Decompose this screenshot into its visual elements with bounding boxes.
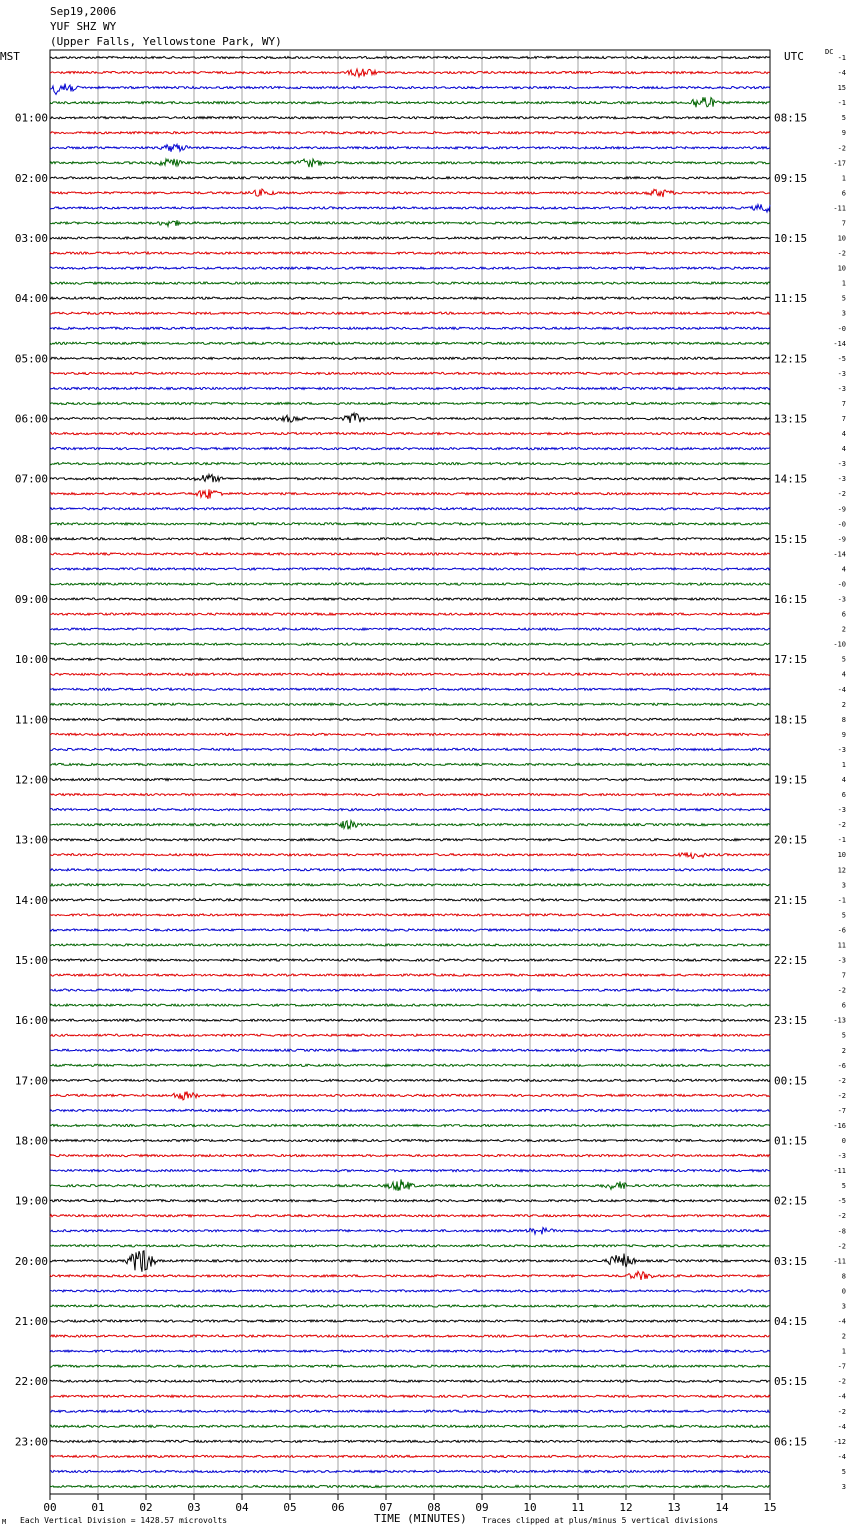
dc-offset-label: -16 [833, 1121, 846, 1130]
dc-offset-label: 12 [837, 866, 846, 875]
right-hour-label: 04:15 [774, 1315, 808, 1329]
dc-offset-label: -2 [837, 986, 846, 995]
trace-row [50, 1019, 770, 1021]
right-hour-label: 01:15 [774, 1134, 808, 1148]
trace-row [50, 778, 770, 780]
trace-row [50, 220, 770, 226]
right-hour-label: 21:15 [774, 893, 808, 907]
dc-offset-label: -6 [837, 926, 846, 935]
trace-row [50, 1170, 770, 1172]
trace-row [50, 1395, 770, 1397]
dc-offset-label: 11 [837, 941, 846, 950]
dc-offset-label: 6 [841, 189, 846, 198]
trace-row [50, 432, 770, 434]
dc-offset-label: 2 [841, 700, 846, 709]
dc-offset-label: -0 [837, 324, 846, 333]
right-hour-label: 23:15 [774, 1014, 808, 1028]
x-tick-label: 04 [235, 1501, 249, 1514]
trace-row [50, 869, 770, 871]
dc-offset-label: 10 [837, 851, 846, 860]
left-hour-label: 07:00 [14, 472, 48, 486]
trace-row [50, 177, 770, 179]
left-hour-label: 06:00 [14, 412, 48, 426]
trace-row [50, 237, 770, 239]
dc-offset-label: -1 [837, 896, 846, 905]
trace-row [50, 1305, 770, 1307]
right-hour-label: 17:15 [774, 653, 808, 667]
trace-row [50, 84, 770, 95]
trace-row [50, 1215, 770, 1217]
right-hour-label: 08:15 [774, 111, 808, 125]
trace-row [50, 402, 770, 404]
x-tick-label: 06 [331, 1501, 345, 1514]
dc-offset-label: -9 [837, 535, 846, 544]
left-hour-label: 09:00 [14, 593, 48, 607]
dc-offset-label: -11 [833, 204, 846, 213]
dc-offset-label: -12 [833, 1437, 846, 1446]
x-tick-label: 02 [139, 1501, 153, 1514]
trace-row [50, 508, 770, 510]
dc-offset-label: 2 [841, 1046, 846, 1055]
dc-offset-label: 5 [841, 294, 846, 303]
trace-row [50, 628, 770, 630]
dc-offset-label: 3 [841, 1482, 846, 1491]
right-hour-label: 18:15 [774, 713, 808, 727]
dc-offset-label: 3 [841, 881, 846, 890]
x-tick-label: 15 [763, 1501, 777, 1514]
x-tick-label: 03 [187, 1501, 201, 1514]
dc-offset-label: 7 [841, 219, 846, 228]
trace-row [50, 448, 770, 450]
trace-row [50, 809, 770, 811]
x-tick-label: 05 [283, 1501, 297, 1514]
dc-offset-label: 4 [841, 565, 846, 574]
dc-offset-label: -14 [833, 339, 846, 348]
trace-row [50, 944, 770, 946]
dc-offset-label: 7 [841, 971, 846, 980]
dc-offset-label: -5 [837, 1197, 846, 1206]
dc-offset-label: -4 [837, 1317, 846, 1326]
left-hour-label: 04:00 [14, 292, 48, 306]
left-hour-label: 10:00 [14, 653, 48, 667]
dc-offset-label: -2 [837, 1212, 846, 1221]
right-hour-label: 15:15 [774, 532, 808, 546]
dc-offset-label: 0 [841, 1137, 846, 1146]
dc-offset-label: -0 [837, 520, 846, 529]
trace-row [50, 583, 770, 585]
trace-row [50, 793, 770, 795]
dc-offset-label: 4 [841, 776, 846, 785]
dc-offset-label: -9 [837, 505, 846, 514]
trace-row [50, 1365, 770, 1367]
dc-offset-label: -2 [837, 1076, 846, 1085]
dc-offset-label: 5 [841, 1182, 846, 1191]
trace-row [50, 1245, 770, 1247]
station-location: (Upper Falls, Yellowstone Park, WY) [50, 35, 282, 48]
left-hour-label: 13:00 [14, 833, 48, 847]
dc-offset-label: -4 [837, 1422, 846, 1431]
right-hour-label: 02:15 [774, 1194, 808, 1208]
dc-offset-label: 6 [841, 791, 846, 800]
dc-offset-label: -3 [837, 460, 846, 469]
left-hour-label: 15:00 [14, 954, 48, 968]
right-hour-label: 10:15 [774, 232, 808, 246]
trace-row [50, 1139, 770, 1141]
dc-offset-label: 10 [837, 264, 846, 273]
trace-row [50, 1290, 770, 1292]
right-hour-label: 20:15 [774, 833, 808, 847]
trace-row [50, 159, 770, 167]
trace-row [50, 463, 770, 465]
trace-row [50, 1179, 770, 1190]
x-tick-label: 13 [667, 1501, 681, 1514]
dc-offset-label: -3 [837, 595, 846, 604]
scale-note: Each Vertical Division = 1428.57 microvolts [20, 1516, 228, 1525]
trace-row [50, 1470, 770, 1472]
dc-offset-label: 1 [841, 760, 846, 769]
x-tick-label: 07 [379, 1501, 393, 1514]
trace-row [50, 189, 770, 197]
trace-row [50, 658, 770, 660]
dc-offset-label: -3 [837, 1152, 846, 1161]
dc-offset-label: 10 [837, 234, 846, 243]
right-hour-label: 03:15 [774, 1254, 808, 1268]
plot-frame [50, 50, 770, 1494]
left-hour-label: 19:00 [14, 1194, 48, 1208]
right-hour-label: 00:15 [774, 1074, 808, 1088]
trace-row [50, 718, 770, 720]
dc-offset-label: -1 [837, 836, 846, 845]
dc-offset-label: -6 [837, 1061, 846, 1070]
trace-row [50, 56, 770, 58]
trace-row [50, 643, 770, 645]
trace-row [50, 282, 770, 284]
right-timezone-label: UTC [784, 50, 804, 63]
trace-row [50, 1079, 770, 1081]
trace-row [50, 413, 770, 423]
dc-offset-label: -14 [833, 550, 846, 559]
dc-offset-label: 5 [841, 911, 846, 920]
trace-row [50, 1410, 770, 1412]
dc-offset-label: -3 [837, 745, 846, 754]
trace-row [50, 613, 770, 615]
trace-row [50, 1154, 770, 1156]
dc-offset-label: -4 [837, 685, 846, 694]
trace-row [50, 538, 770, 540]
dc-offset-label: 4 [841, 445, 846, 454]
dc-offset-label: -2 [837, 144, 846, 153]
trace-row [50, 252, 770, 254]
trace-row [50, 1335, 770, 1337]
dc-offset-label: -17 [833, 159, 846, 168]
trace-row [50, 839, 770, 841]
trace-row [50, 884, 770, 886]
trace-layer [50, 56, 770, 1487]
dc-offset-label: 6 [841, 1001, 846, 1010]
x-tick-label: 11 [571, 1501, 585, 1514]
left-hour-label: 22:00 [14, 1375, 48, 1389]
dc-offset-label: 3 [841, 1302, 846, 1311]
right-hour-label: 11:15 [774, 292, 808, 306]
dc-offset-label: -2 [837, 490, 846, 499]
trace-row [50, 1049, 770, 1051]
trace-row [50, 974, 770, 976]
dc-offset-label: -3 [837, 956, 846, 965]
dc-offset-label: -2 [837, 821, 846, 830]
dc-offset-label: 1 [841, 1347, 846, 1356]
dc-offset-label: -10 [833, 640, 846, 649]
dc-offset-label: -1 [837, 99, 846, 108]
left-hour-label: 14:00 [14, 893, 48, 907]
trace-row [50, 327, 770, 329]
trace-row [50, 475, 770, 483]
trace-row [50, 1228, 770, 1235]
trace-row [50, 372, 770, 374]
trace-row [50, 1200, 770, 1202]
dc-offset-label: -2 [837, 1377, 846, 1386]
dc-offset-label: -4 [837, 69, 846, 78]
trace-row [50, 1124, 770, 1126]
trace-row [50, 914, 770, 916]
x-tick-label: 00 [43, 1501, 57, 1514]
dc-offset-label: -1 [837, 54, 846, 63]
trace-row [50, 959, 770, 961]
footer-mark: M [2, 1518, 7, 1526]
grid-lines [50, 50, 770, 1494]
dc-offset-label: 5 [841, 655, 846, 664]
x-axis-label: TIME (MINUTES) [374, 1512, 467, 1525]
trace-row [50, 312, 770, 314]
trace-row [50, 852, 770, 858]
x-tick-label: 12 [619, 1501, 633, 1514]
dc-offset-label: -13 [833, 1016, 846, 1025]
right-hour-label: 05:15 [774, 1375, 808, 1389]
right-hour-label: 14:15 [774, 472, 808, 486]
trace-row [50, 1092, 770, 1100]
dc-offset-label: 5 [841, 1031, 846, 1040]
left-hour-label: 01:00 [14, 111, 48, 125]
dc-offset-label: -0 [837, 580, 846, 589]
trace-row [50, 1251, 770, 1272]
dc-offset-label: -2 [837, 1242, 846, 1251]
trace-row [50, 703, 770, 705]
dc-offset-label: 2 [841, 625, 846, 634]
left-hour-label: 08:00 [14, 532, 48, 546]
left-hour-label: 12:00 [14, 773, 48, 787]
dc-offset-label: 15 [837, 84, 846, 93]
trace-row [50, 929, 770, 931]
left-hour-label: 20:00 [14, 1254, 48, 1268]
trace-row [50, 748, 770, 750]
trace-row [50, 1455, 770, 1457]
trace-row [50, 1350, 770, 1352]
right-hour-label: 13:15 [774, 412, 808, 426]
left-hour-label: 18:00 [14, 1134, 48, 1148]
trace-row [50, 1440, 770, 1442]
time-axis [43, 1494, 776, 1514]
trace-row [50, 387, 770, 389]
x-tick-label: 14 [715, 1501, 729, 1514]
dc-offset-label: 0 [841, 1287, 846, 1296]
x-tick-label: 10 [523, 1501, 537, 1514]
trace-row [50, 1004, 770, 1006]
dc-offset-label: 6 [841, 610, 846, 619]
dc-offset-label: -8 [837, 1227, 846, 1236]
station-code: YUF SHZ WY [50, 20, 117, 33]
trace-row [50, 523, 770, 525]
trace-row [50, 342, 770, 344]
right-hour-label: 16:15 [774, 593, 808, 607]
dc-offset-label: -3 [837, 369, 846, 378]
dc-offset-label: -11 [833, 1167, 846, 1176]
label-layer [15, 54, 846, 1491]
left-hour-label: 11:00 [14, 713, 48, 727]
dc-offset-label: -7 [837, 1362, 846, 1371]
trace-row [50, 204, 770, 212]
trace-row [50, 673, 770, 675]
trace-row [50, 1380, 770, 1382]
trace-row [50, 1271, 770, 1279]
dc-offset-label: -3 [837, 384, 846, 393]
clip-note: Traces clipped at plus/minus 5 vertical divisions [482, 1516, 719, 1525]
trace-row [50, 144, 770, 151]
trace-row [50, 1485, 770, 1487]
dc-offset-label: -11 [833, 1257, 846, 1266]
dc-offset-label: 1 [841, 174, 846, 183]
right-hour-label: 09:15 [774, 171, 808, 185]
dc-offset-label: 8 [841, 1272, 846, 1281]
left-hour-label: 21:00 [14, 1315, 48, 1329]
right-hour-label: 19:15 [774, 773, 808, 787]
trace-row [50, 821, 770, 830]
trace-row [50, 899, 770, 901]
dc-offset-label: -7 [837, 1106, 846, 1115]
dc-offset-label: 5 [841, 1467, 846, 1476]
trace-row [50, 553, 770, 555]
trace-row [50, 1034, 770, 1036]
trace-row [50, 1064, 770, 1066]
trace-row [50, 763, 770, 765]
trace-row [50, 1425, 770, 1427]
left-hour-label: 16:00 [14, 1014, 48, 1028]
dc-offset-header: DC [825, 48, 834, 56]
left-hour-label: 23:00 [14, 1435, 48, 1449]
dc-offset-label: -3 [837, 806, 846, 815]
trace-row [50, 267, 770, 269]
dc-offset-label: -2 [837, 1407, 846, 1416]
x-tick-label: 01 [91, 1501, 105, 1514]
trace-row [50, 688, 770, 690]
trace-row [50, 132, 770, 134]
dc-offset-label: -5 [837, 354, 846, 363]
dc-offset-label: -3 [837, 475, 846, 484]
dc-offset-label: 8 [841, 715, 846, 724]
dc-offset-label: -2 [837, 249, 846, 258]
dc-offset-label: 7 [841, 399, 846, 408]
trace-row [50, 97, 770, 107]
dc-offset-label: -4 [837, 1392, 846, 1401]
plot-date: Sep19,2006 [50, 5, 117, 18]
right-hour-label: 22:15 [774, 954, 808, 968]
right-hour-label: 12:15 [774, 352, 808, 366]
x-tick-label: 08 [427, 1501, 441, 1514]
dc-offset-label: 4 [841, 430, 846, 439]
trace-row [50, 733, 770, 735]
trace-row [50, 598, 770, 600]
trace-row [50, 1320, 770, 1322]
trace-row [50, 489, 770, 499]
x-tick-label: 09 [475, 1501, 489, 1514]
right-hour-label: 06:15 [774, 1435, 808, 1449]
dc-offset-label: -2 [837, 1091, 846, 1100]
dc-offset-label: 9 [841, 730, 846, 739]
dc-offset-label: 3 [841, 309, 846, 318]
left-hour-label: 03:00 [14, 232, 48, 246]
trace-row [50, 1109, 770, 1111]
left-hour-label: 17:00 [14, 1074, 48, 1088]
trace-row [50, 989, 770, 991]
trace-row [50, 297, 770, 299]
trace-row [50, 117, 770, 119]
left-hour-label: 05:00 [14, 352, 48, 366]
dc-offset-label: 2 [841, 1332, 846, 1341]
dc-offset-label: -4 [837, 1452, 846, 1461]
left-hour-label: 02:00 [14, 171, 48, 185]
dc-offset-label: 4 [841, 670, 846, 679]
dc-offset-label: 7 [841, 415, 846, 424]
trace-row [50, 69, 770, 77]
left-timezone-label: MST [0, 50, 20, 63]
trace-row [50, 357, 770, 359]
trace-row [50, 568, 770, 570]
dc-offset-label: 1 [841, 279, 846, 288]
dc-offset-label: 5 [841, 114, 846, 123]
dc-offset-label: 9 [841, 129, 846, 138]
